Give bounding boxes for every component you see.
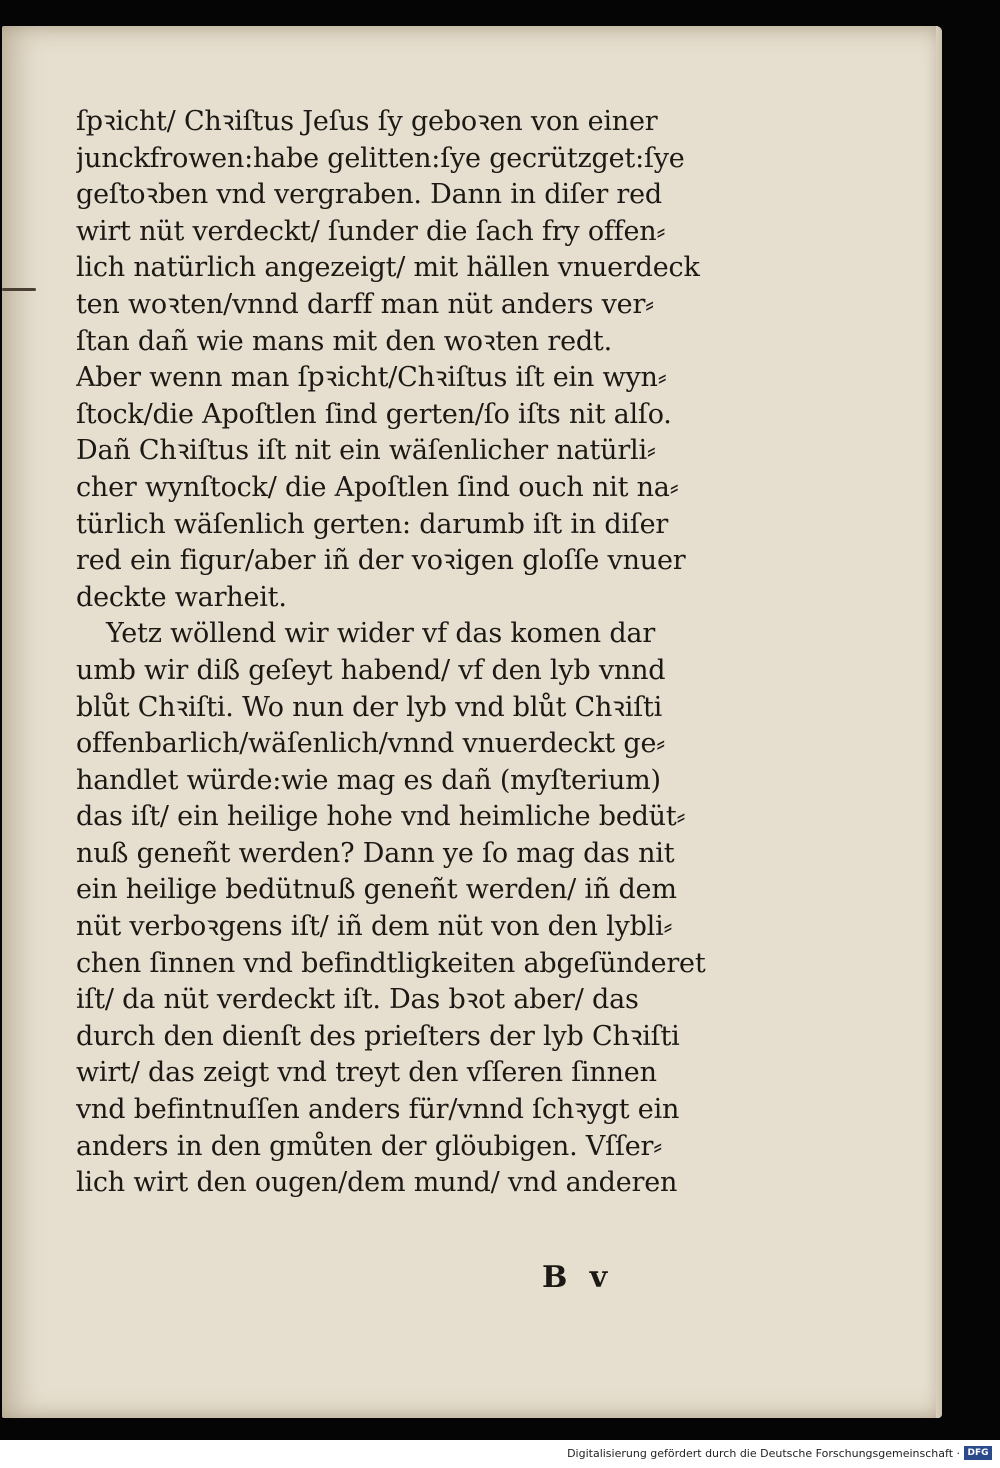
text-line: blůt Chꝛiſti. Wo nun der lyb vnd blůt Chꝛiſti [76,691,663,723]
text-line: cher wynſtock/ die Apoſtlen ſind ouch nit na⸗ [76,471,679,503]
text-line-paragraph-start: Yetz wöllend wir wider vf das komen dar [106,618,656,650]
text-line: wirt nüt verdeckt/ ſunder die ſach fry offen⸗ [76,215,666,247]
text-line: Dañ Chꝛiſtus iſt nit ein wäſenlicher natürli⸗ [76,435,656,467]
text-line: ſpꝛicht/ Chꝛiſtus Jeſus ſy geboꝛen von einer [76,106,658,137]
text-line: wirt/ das zeigt vnd treyt den vſſeren ſinnen [76,1057,657,1089]
text-line: ten woꝛten/vnnd darff man nüt anders ver⸗ [76,288,654,320]
text-line: geſtoꝛben vnd vergraben. Dann in diſer red [76,179,663,211]
text-line: Aber wenn man ſpꝛicht/Chꝛiſtus iſt ein wyn⸗ [76,362,667,394]
signature-mark: B v [542,1260,614,1295]
text-line: türlich wäſenlich gerten: darumb iſt in diſer [76,508,669,540]
text-line: lich natürlich angezeigt/ mit hällen vnuerdeck [76,252,700,284]
binding-mark [2,288,36,291]
text-line: lich wirt den ougen/dem mund/ vnd anderen [76,1167,678,1199]
book-page [2,26,942,1418]
text-line: chen ſinnen vnd befindtligkeiten abgeſünderet [76,947,706,979]
text-line: red ein figur/aber iñ der voꝛigen gloſſe vnuer [76,545,686,577]
text-line: umb wir diß geſeyt habend/ vf den lyb vnnd [76,654,666,686]
text-line: ſtan dañ wie mans mit den woꝛten redt. [76,325,612,357]
text-line: offenbarlich/wäſenlich/vnnd vnuerdeckt ge⸗ [76,728,666,760]
text-line: ſtock/die Apoſtlen ſind gerten/ſo iſts nit alſo. [76,398,672,430]
text-line: junckfrowen:habe gelitten:ſye gecrützget:ſye [76,142,685,174]
page-edge [936,26,942,1418]
text-line: handlet würde:wie mag es dañ (myſterium) [76,764,661,796]
page-text-block [76,104,712,1202]
text-line: anders in den gmůten der glöubigen. Vſſer⸗ [76,1130,663,1162]
text-line: nüt verboꝛgens iſt/ iñ dem nüt von den lybli⸗ [76,911,673,943]
dfg-logo-icon: DFG [964,1446,992,1460]
footer-bar [0,1440,1000,1468]
text-line: vnd befintnuſſen anders für/vnnd ſchꝛygt ein [76,1094,680,1126]
text-line: iſt/ da nüt verdeckt iſt. Das bꝛot aber/ das [76,984,639,1016]
text-line: deckte warheit. [76,581,287,613]
text-line: ein heilige bedütnuß geneñt werden/ iñ dem [76,874,677,906]
text-line: nuß geneñt werden? Dann ye ſo mag das nit [76,837,675,869]
text-line: durch den dienſt des prieſters der lyb Chꝛiſti [76,1020,680,1052]
funding-credit: Digitalisierung gefördert durch die Deutsche Forschungsgemeinschaft · [567,1447,960,1460]
text-line: das iſt/ ein heilige hohe vnd heimliche bedüt⸗ [76,801,686,833]
